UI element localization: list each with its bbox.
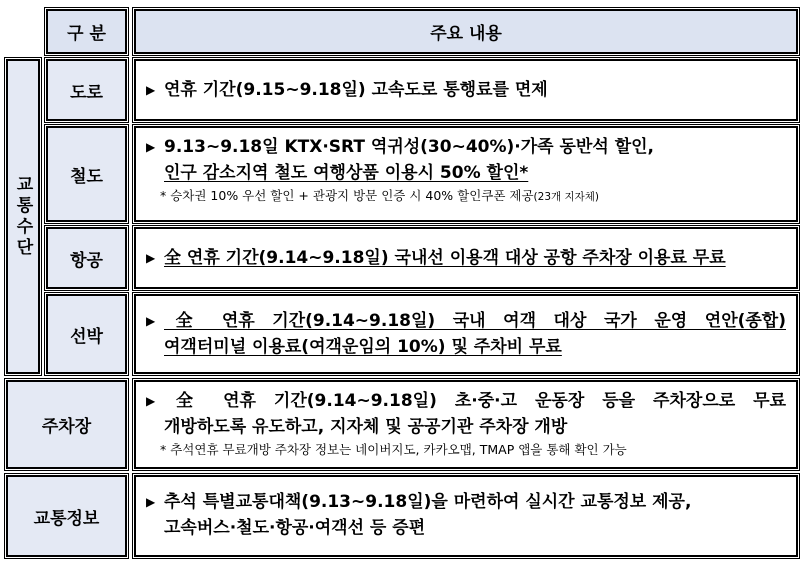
triangle-right-icon: ▶	[146, 394, 156, 408]
content-line: 여객터미널 이용료(여객운임의 10%) 및 주차비 무료	[164, 337, 562, 357]
content-line: 고속버스·철도·항공·여객선 등 증편	[164, 518, 426, 538]
category-cell-road	[46, 59, 127, 121]
group-cell-transport	[6, 59, 40, 374]
content-line: ▶ 9.13~9.18일 KTX·SRT 역귀성(30~40%)·가족 동반석 할인,	[146, 134, 786, 160]
category-label: 주차장	[41, 417, 92, 437]
content-line: 개방하도록 유도하고, 지자체 및 공공기관 주차장 개방	[164, 417, 568, 437]
category-cell-ship	[46, 294, 127, 374]
triangle-right-icon: ▶	[146, 140, 156, 154]
content-line: ▶ 全 연휴 기간(9.14~9.18일) 초·중·고 운동장 등을 주차장으로 무료	[146, 388, 786, 414]
content-line: 인구 감소지역 철도 여행상품 이용시 50% 할인*	[164, 163, 529, 183]
group-label: 교통수단	[12, 174, 33, 259]
content-line: ▶ 연휴 기간(9.15~9.18일) 고속도로 통행료를 면제	[146, 77, 786, 103]
category-label: 교통정보	[33, 508, 100, 529]
triangle-right-icon: ▶	[146, 83, 156, 97]
category-cell-parking	[6, 380, 127, 469]
header-category-cell	[46, 9, 127, 54]
footnote: * 승차권 10% 우선 할인 + 관광지 방문 인증 시 40% 할인쿠폰 제공(23개 지자체)	[160, 188, 600, 203]
content-cell-traffic-info	[134, 475, 798, 557]
category-cell-rail	[46, 126, 127, 222]
triangle-right-icon: ▶	[146, 251, 156, 265]
category-label: 철도	[70, 166, 103, 187]
content-cell-air	[134, 227, 798, 289]
content-line: ▶ 추석 특별교통대책(9.13~9.18일)을 마련하여 실시간 교통정보 제공,	[146, 489, 786, 515]
footnote: * 추석연휴 무료개방 주차장 정보는 네이버지도, 카카오맵, TMAP 앱을 통해 확인 가능	[160, 442, 627, 457]
category-cell-traffic-info	[6, 475, 127, 557]
triangle-right-icon: ▶	[146, 314, 156, 328]
header-content-label: 주요 내용	[430, 24, 502, 44]
category-label: 항공	[70, 250, 103, 271]
header-content-cell	[134, 9, 798, 54]
triangle-right-icon: ▶	[146, 495, 156, 509]
category-cell-air	[46, 227, 127, 289]
content-cell-rail	[134, 126, 798, 222]
header-category-label: 구 분	[67, 24, 106, 44]
content-cell-road	[134, 59, 798, 121]
content-cell-ship	[134, 294, 798, 374]
category-label: 선박	[70, 326, 103, 347]
content-cell-parking	[134, 380, 798, 469]
content-line: ▶ 全 연휴 기간(9.14~9.18일) 국내 여객 대상 국가 운영 연안(종합)	[146, 308, 786, 334]
category-label: 도로	[70, 82, 103, 103]
content-line: ▶ 全 연휴 기간(9.14~9.18일) 국내선 이용객 대상 공항 주차장 이용료 무료	[146, 245, 786, 271]
